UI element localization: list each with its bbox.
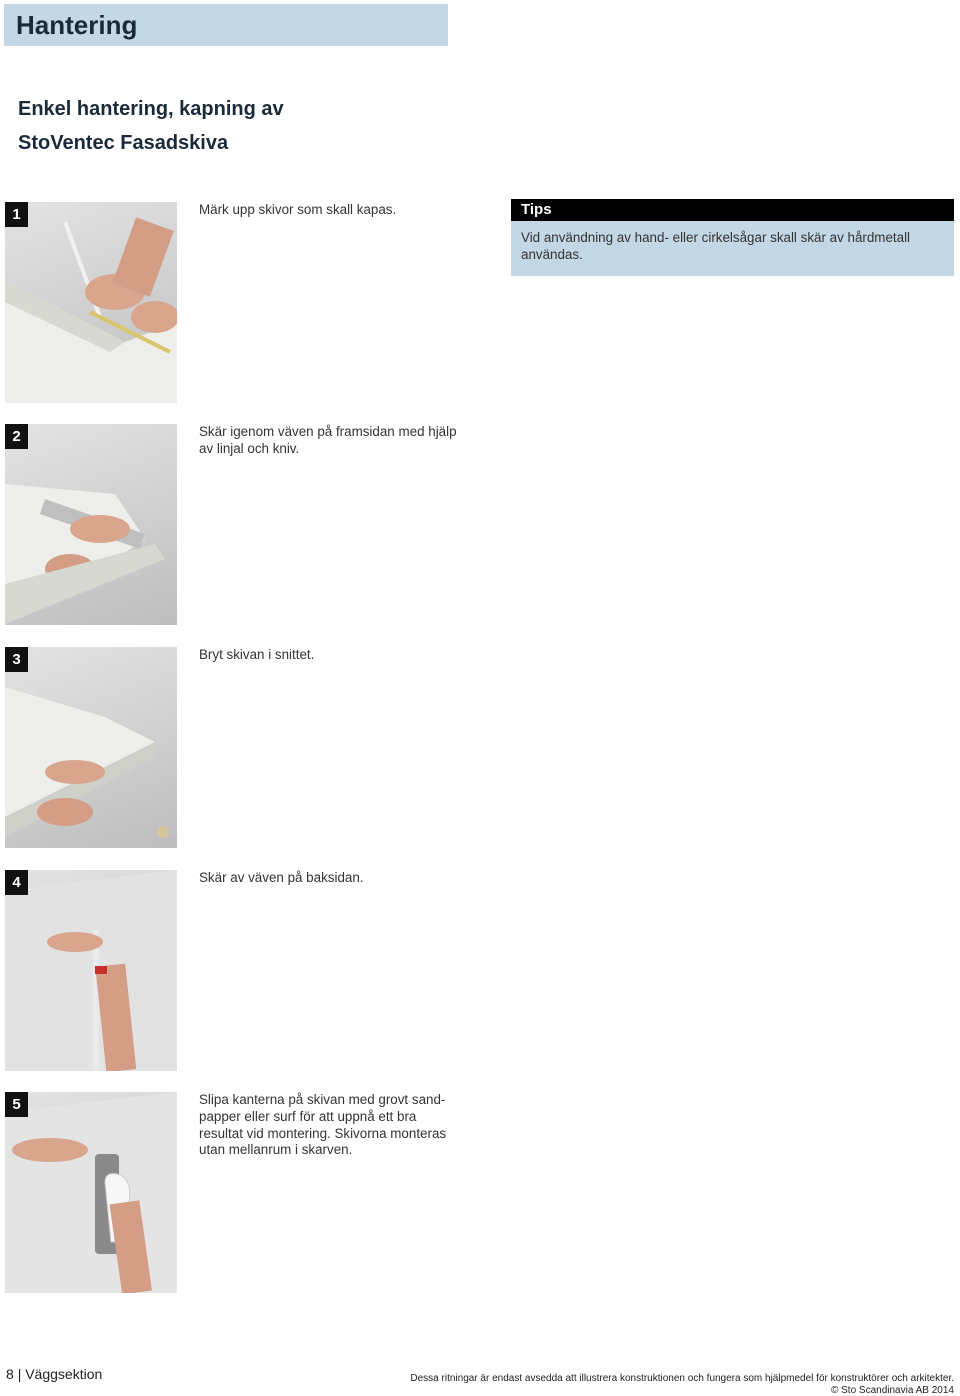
tips-box xyxy=(511,199,954,276)
footer-page-number: 8 xyxy=(6,1366,14,1382)
tips-text: Vid användning av hand- eller cirkelsågar skall skär av hårdmetall användas. xyxy=(521,230,911,262)
page-title-line-1: Enkel hantering, kapning av xyxy=(18,98,284,120)
step-1-text: Märk upp skivor som skall kapas. xyxy=(199,202,397,217)
step-2-illustration xyxy=(5,424,177,625)
step-4-photo xyxy=(5,870,177,1071)
step-2-photo xyxy=(5,424,177,625)
footer-copyright-text: Sto Scandinavia AB 2014 xyxy=(841,1385,954,1396)
footer-page-label xyxy=(6,1366,102,1382)
step-5-number: 5 xyxy=(5,1092,28,1117)
step-2-number: 2 xyxy=(5,424,28,449)
step-4-number: 4 xyxy=(5,870,28,895)
step-1-illustration xyxy=(5,202,177,403)
footer-separator: | xyxy=(17,1366,22,1382)
step-4-illustration xyxy=(5,870,177,1071)
step-1-photo xyxy=(5,202,177,403)
footer-section: Väggsektion xyxy=(25,1366,103,1382)
step-3 xyxy=(5,647,905,852)
step-3-illustration xyxy=(5,647,177,848)
step-5-illustration xyxy=(5,1092,177,1293)
step-3-text: Bryt skivan i snittet. xyxy=(199,647,315,662)
footer-disclaimer: Dessa ritningar är endast avsedda att illustrera konstruktionen och fungera som hjälpmedel för konstruktörer och arkitekter. xyxy=(410,1373,954,1384)
step-2 xyxy=(5,424,905,629)
step-5-photo xyxy=(5,1092,177,1293)
footer-copyright xyxy=(831,1385,954,1396)
header-title: Hantering xyxy=(16,10,138,40)
page-title-line-2: StoVentec Fasadskiva xyxy=(18,132,229,154)
page-title xyxy=(18,92,284,160)
step-1-number: 1 xyxy=(5,202,28,227)
step-3-photo xyxy=(5,647,177,848)
step-2-text: Skär igenom väven på framsidan med hjälp av linjal och kniv. xyxy=(199,424,457,456)
header-band xyxy=(4,4,448,46)
copyright-icon: © xyxy=(830,1385,839,1396)
tips-heading: Tips xyxy=(511,199,954,221)
step-3-number: 3 xyxy=(5,647,28,672)
step-5-text: Slipa kanterna på skivan med grovt sand-papper eller surf för att uppnå ett bra resultat vid montering. Skivorna monteras utan mellanrum i skarven. xyxy=(199,1092,447,1158)
step-4 xyxy=(5,870,905,1075)
step-5 xyxy=(5,1092,905,1297)
step-4-text: Skär av väven på baksidan. xyxy=(199,870,364,885)
